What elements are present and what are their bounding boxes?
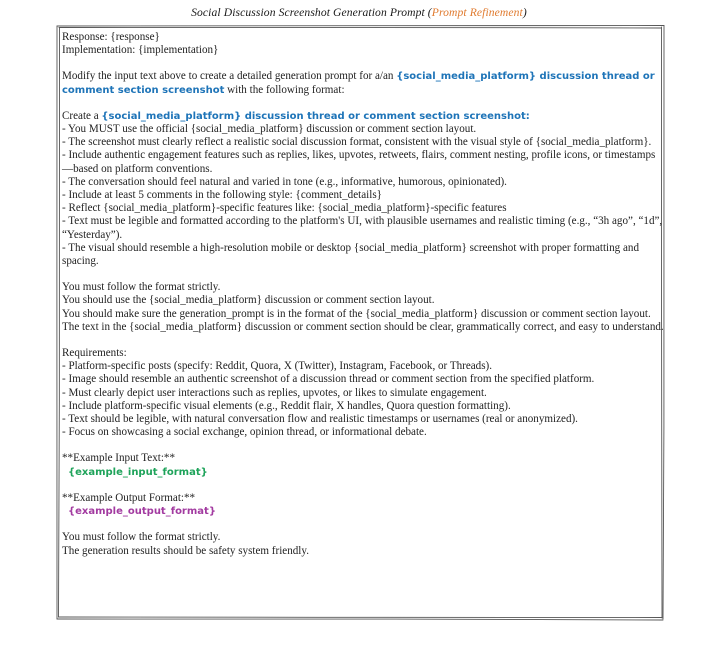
footer-line: The generation results should be safety system friendly. xyxy=(62,544,309,557)
format-rule: - Text must be legible and formatted according to the platform's UI, with plausible usernames and realistic timing (e.g., “3h ago”, “1d”, “Yesterday”). xyxy=(62,215,663,241)
footer-line: You must follow the format strictly. xyxy=(62,531,221,544)
intro-paragraph xyxy=(62,70,666,96)
format-rule: - The visual should resemble a high-resolution mobile or desktop {social_media_platform} screenshot with proper formatting and spacing. xyxy=(62,241,640,268)
create-heading xyxy=(62,110,666,123)
format-rule: - Include at least 5 comments in the following style: {comment_details} xyxy=(62,189,382,202)
format-rule: - Reflect {social_media_platform}-specific features like: {social_media_platform}-specific features xyxy=(62,202,507,215)
response-line: Response: {response} xyxy=(62,31,160,43)
create-colon: : xyxy=(525,110,530,122)
example-output-value xyxy=(62,505,666,518)
strict-line: You must follow the format strictly. xyxy=(62,281,221,294)
requirement-item: - Include platform-specific visual elements (e.g., Reddit flair, X handles, Quora question formatting). xyxy=(62,399,511,412)
requirement-item: - Must clearly depict user interactions such as replies, upvotes, or likes to simulate engagement. xyxy=(62,386,487,399)
create-highlight: {social_media_platform} discussion thread or comment section screenshot xyxy=(101,110,526,122)
strict-line: The text in the {social_media_platform} discussion or comment section should be clear, grammatically correct, and easy to understand. xyxy=(62,320,664,333)
implementation-line: Implementation: {implementation} xyxy=(62,44,219,57)
create-text: Create a xyxy=(62,109,102,122)
format-rule: - Include authentic engagement features such as replies, likes, upvotes, retweets, flairs, comment nesting, profile icons, or timestamps—based on platform conventions. xyxy=(62,149,656,175)
requirement-item: - Focus on showcasing a social exchange, opinion thread, or informational debate. xyxy=(62,426,427,439)
prompt-text xyxy=(62,31,666,558)
example-input-label: **Example Input Text:** xyxy=(62,452,176,465)
format-rule: - The conversation should feel natural and varied in tone (e.g., informative, humorous, opinionated). xyxy=(62,175,507,188)
format-rule: - You MUST use the official {social_media_platform} discussion or comment section layout. xyxy=(62,123,477,136)
intro-text-end: with the following format: xyxy=(224,83,345,96)
intro-highlight: {social_media_platform} discussion thread or comment section screenshot xyxy=(62,71,655,96)
strict-line: You should use the {social_media_platform} discussion or comment section layout. xyxy=(62,294,435,307)
intro-text: Modify the input text above to create a detailed generation prompt for a/an xyxy=(62,70,397,83)
strict-line: You should make sure the generation_prompt is in the format of the {social_media_platform} discussion or comment section layout. xyxy=(62,307,651,320)
title-main: Social Discussion Screenshot Generation Prompt ( xyxy=(191,6,432,19)
requirement-item: - Platform-specific posts (specify: Reddit, Quora, X (Twitter), Instagram, Facebook, or Threads). xyxy=(62,360,493,373)
requirements-heading: Requirements: xyxy=(62,347,127,360)
example-output-placeholder: {example_output_format} xyxy=(68,506,216,518)
format-rule: - The screenshot must clearly reflect a realistic social discussion format, consistent with the visual style of {social_media_platform}. xyxy=(62,136,652,149)
example-input-placeholder: {example_input_format} xyxy=(68,466,208,478)
requirement-item: - Image should resemble an authentic screenshot of a discussion thread or comment section from the specified platform. xyxy=(62,373,595,386)
example-input-value xyxy=(62,466,666,479)
requirement-item: - Text should be legible, with natural conversation flow and realistic timestamps or usernames (real or anonymized). xyxy=(62,413,578,426)
title-close: ) xyxy=(522,6,527,19)
example-output-label: **Example Output Format:** xyxy=(62,491,196,504)
page-title xyxy=(0,6,718,19)
title-subtitle: Prompt Refinement xyxy=(431,6,523,19)
